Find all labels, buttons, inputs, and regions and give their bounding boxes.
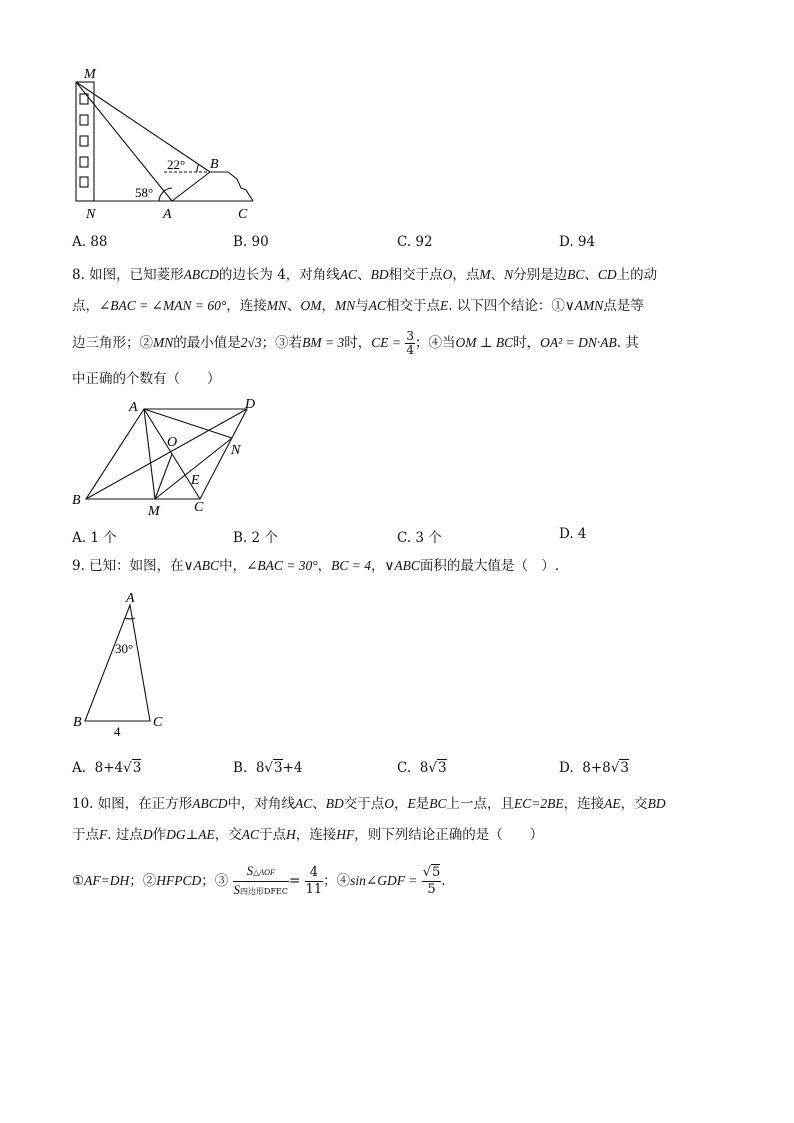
q9-stem: 9. 已知：如图，在∨ABC中，∠BAC = 30°，BC = 4，∨ABC面积的最大值是（ ）.	[72, 558, 560, 574]
q8-fraction: $\frac{3}{4}$	[406, 329, 414, 357]
q9-option-b[interactable]: B. 8√3+4	[233, 760, 303, 776]
q8-line-1: 8. 如图，已知菱形ABCD的边长为 4，对角线AC、BD相交于点O，点M、N分别是边BC、CD上的动	[72, 267, 658, 283]
q8-option-d[interactable]: D. 4	[559, 526, 587, 542]
q9-triangle	[85, 605, 150, 721]
q7-label-M: M	[84, 67, 96, 82]
q8-option-c[interactable]: C. 3 个	[397, 530, 442, 546]
q10-line-1: 10. 如图，在正方形ABCD中，对角线AC、BD交于点O，E是BC上一点，且EC=2BE，连接AE，交BD	[72, 796, 666, 812]
q9-option-c[interactable]: C. 8√3	[397, 760, 447, 776]
q9-option-d[interactable]: D. 8+8√3	[559, 760, 629, 776]
q8-option-b[interactable]: B. 2 个	[233, 530, 278, 546]
q9-side: 4	[114, 724, 121, 739]
q10-line-2: 于点F. 过点D作DG⊥AE，交AC于点H，连接HF，则下列结论正确的是（ ）	[72, 827, 544, 843]
q8-label-A: A	[129, 400, 138, 415]
q7-option-d[interactable]: D. 94	[559, 234, 596, 250]
q7-angle-B: 22°	[167, 157, 186, 172]
q8-label-N: N	[231, 443, 241, 458]
q7-building	[76, 82, 94, 201]
q7-label-C: C	[238, 207, 248, 222]
q7-label-N: N	[86, 207, 96, 222]
q7-option-a[interactable]: A. 88	[72, 234, 108, 250]
q8-line-4: 中正确的个数有（ ）	[72, 371, 221, 387]
q10-fraction: $\frac{4}{11}$	[305, 865, 323, 897]
q10-sqrt-fraction: $\frac{√5}{5}$	[422, 865, 441, 897]
q9-label-A: A	[126, 591, 135, 606]
q8-line-2: 点，∠BAC = ∠MAN = 60°，连接MN、OM，MN与AC相交于点E. 以下四个结论：①∨AMN点是等	[72, 298, 644, 314]
q10-area-ratio: $\frac{\text{S△AOF}}{\text{S四边形DFEC}}$	[233, 863, 288, 897]
q7-option-b[interactable]: B. 90	[233, 234, 269, 250]
q8-line-3: 边三角形；②MN的最小值是2√3；③若BM = 3时，CE = $\frac{3}{4}$ ；④当OM ⊥ BC时，OA² = DN·AB. 其	[72, 329, 639, 357]
q8-label-M: M	[148, 504, 160, 519]
q10-line-3: ①AF=DH；②HFPCD；③ $\frac{\text{S△AOF}}{\text{S四边形DFEC}}$ = $\frac{4}{11}$ ；④sin∠GDF = $\frac{√5}{5}$ .	[72, 860, 446, 902]
q7-option-c[interactable]: C. 92	[397, 234, 433, 250]
q9-figure	[68, 588, 178, 740]
q9-option-a[interactable]: A. 8+4√3	[72, 760, 142, 776]
q8-label-D: D	[245, 397, 256, 412]
q8-figure	[64, 392, 274, 522]
q8-label-B: B	[72, 493, 81, 508]
q7-label-B: B	[210, 157, 219, 172]
q8-label-C: C	[194, 500, 204, 515]
q9-label-B: B	[73, 715, 82, 730]
q7-angle-A: 58°	[135, 185, 154, 200]
q8-option-a[interactable]: A. 1 个	[72, 530, 117, 546]
q9-angle: 30°	[115, 641, 134, 656]
q7-figure	[60, 62, 270, 224]
q7-label-A: A	[163, 207, 172, 222]
q8-label-E: E	[191, 473, 200, 488]
q9-label-C: C	[153, 715, 163, 730]
q8-label-O: O	[167, 435, 178, 450]
